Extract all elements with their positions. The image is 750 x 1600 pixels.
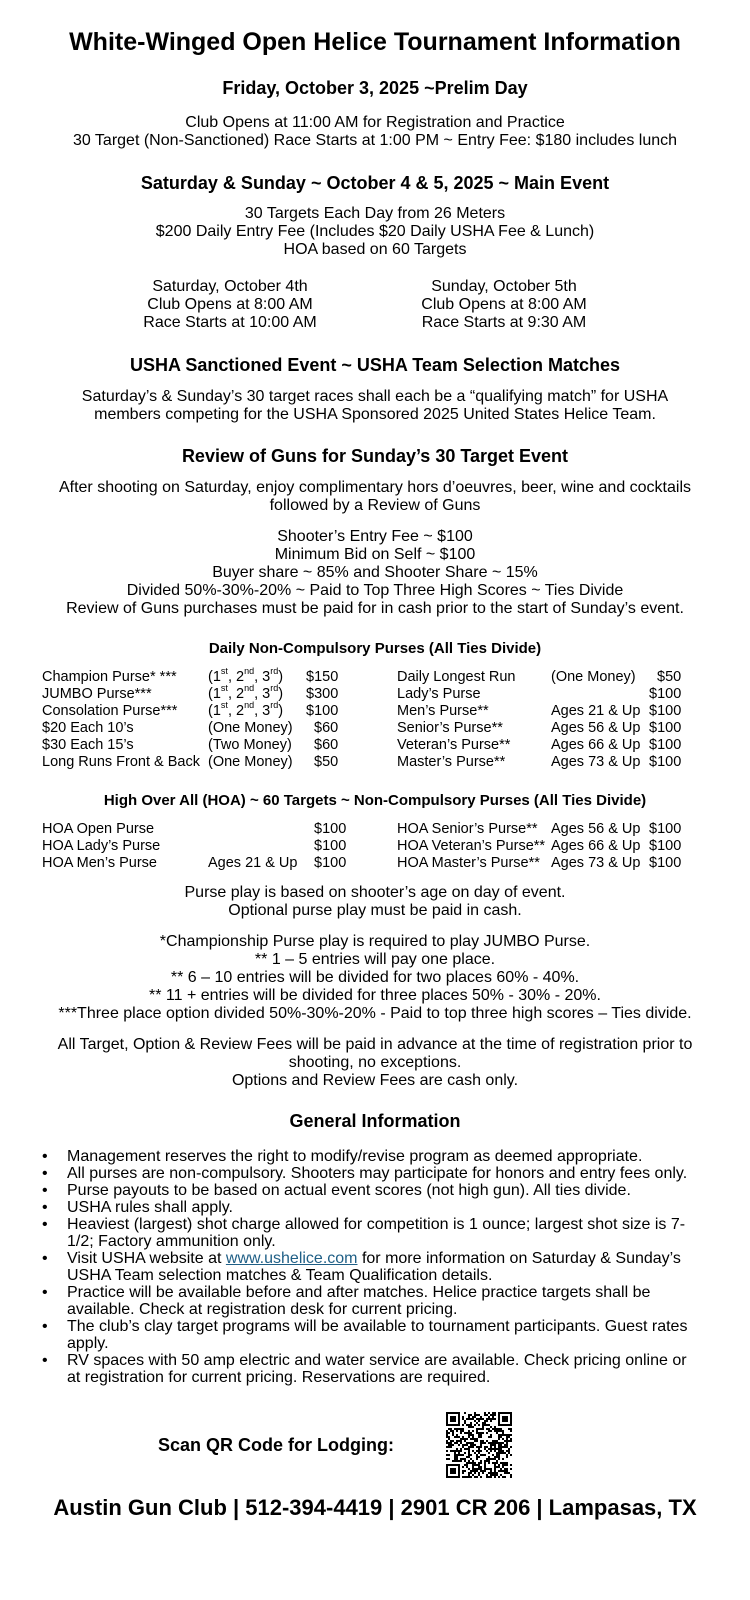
- hoa-purses-left: [42, 821, 362, 872]
- purse-amount: $60: [314, 720, 339, 736]
- purse-amount: $100: [649, 686, 682, 702]
- usha-line: Saturday’s & Sunday’s 30 target races shall each be a “qualifying match” for USHA: [81, 388, 669, 405]
- purse-note: Ages 73 & Up: [551, 855, 641, 871]
- sunday-line: Sunday, October 5th: [431, 278, 577, 295]
- ushelice-link[interactable]: www.ushelice.com: [225, 1250, 358, 1267]
- daily-purses-left: [42, 666, 362, 771]
- list-item: [42, 1284, 692, 1318]
- purse-row: [42, 821, 362, 838]
- bullet-icon: •: [42, 1284, 48, 1301]
- list-item-text: The club’s clay target programs will be available to tournament participants. Guest rates apply.: [67, 1318, 688, 1352]
- usha-line: members competing for the USHA Sponsored 2025 United States Helice Team.: [94, 406, 656, 423]
- purse-note: (One Money): [208, 754, 293, 770]
- hoa-purses-right: [397, 821, 697, 872]
- main-event-line: $200 Daily Entry Fee (Includes $20 Daily USHA Fee & Lunch): [155, 223, 595, 240]
- purse-row: [397, 669, 697, 686]
- purse-row: [397, 838, 697, 855]
- purse-note: (Two Money): [208, 737, 292, 753]
- purse-row: [397, 703, 697, 720]
- daily-purses-heading: Daily Non-Compulsory Purses (All Ties Divide): [208, 640, 542, 657]
- qr-label: Scan QR Code for Lodging:: [158, 1435, 394, 1455]
- purse-note: (One Money): [208, 720, 293, 736]
- purse-note: Ages 56 & Up: [551, 821, 641, 837]
- purse-name: $20 Each 10’s: [42, 720, 134, 736]
- fees-note-line: All Target, Option & Review Fees will be paid in advance at the time of registration prior to: [57, 1036, 693, 1053]
- list-item-text: All purses are non-compulsory. Shooters may participate for honors and entry fees only.: [67, 1165, 688, 1182]
- purse-amount: $100: [314, 855, 347, 871]
- purse-name: Senior’s Purse**: [397, 720, 503, 736]
- footnote-line: ** 11 + entries will be divided for three places 50% - 30% - 20%.: [149, 987, 601, 1004]
- website-pre-text: Visit USHA website at: [67, 1250, 226, 1267]
- main-event-line: HOA based on 60 Targets: [283, 241, 467, 258]
- purse-row: [397, 737, 697, 754]
- purse-name: JUMBO Purse***: [42, 686, 152, 702]
- purse-amount: $100: [649, 754, 682, 770]
- hoa-purses-heading: High Over All (HOA) ~ 60 Targets ~ Non-Compulsory Purses (All Ties Divide): [103, 792, 647, 809]
- list-item: [42, 1148, 692, 1165]
- purse-note: Ages 66 & Up: [551, 838, 641, 854]
- purse-amount: $100: [649, 838, 682, 854]
- purse-amount: $100: [314, 821, 347, 837]
- sunday-schedule: [404, 278, 604, 332]
- purse-name: Veteran’s Purse**: [397, 737, 511, 753]
- purse-row: [42, 700, 362, 720]
- review-heading: Review of Guns for Sunday’s 30 Target Event: [181, 446, 569, 466]
- list-item-text: Management reserves the right to modify/revise program as deemed appropriate.: [67, 1148, 643, 1165]
- purse-name: Master’s Purse**: [397, 754, 506, 770]
- sunday-line: Club Opens at 8:00 AM: [421, 296, 587, 313]
- footnote-line: *Championship Purse play is required to play JUMBO Purse.: [159, 933, 591, 950]
- main-event-line: 30 Targets Each Day from 26 Meters: [244, 205, 506, 222]
- purse-name: HOA Senior’s Purse**: [397, 821, 538, 837]
- purse-name: Champion Purse* ***: [42, 669, 177, 685]
- purse-notes: [0, 884, 750, 920]
- purse-places: (1st, 2nd, 3rd): [208, 683, 284, 702]
- purse-places: (1st, 2nd, 3rd): [208, 700, 284, 719]
- purse-row: [42, 855, 362, 872]
- bullet-icon: •: [42, 1182, 48, 1199]
- list-item: [42, 1318, 692, 1352]
- usha-details: [0, 388, 750, 424]
- saturday-line: Race Starts at 10:00 AM: [143, 314, 317, 331]
- review-line: Shooter’s Entry Fee ~ $100: [277, 528, 473, 545]
- bullet-icon: •: [42, 1165, 48, 1182]
- purse-amount: $100: [314, 838, 347, 854]
- purse-name: Lady’s Purse: [397, 686, 481, 702]
- purse-note: (One Money): [551, 669, 636, 685]
- purse-row: [42, 666, 362, 686]
- saturday-line: Saturday, October 4th: [152, 278, 308, 295]
- bullet-icon: •: [42, 1352, 48, 1369]
- footnote-line: ** 1 – 5 entries will pay one place.: [254, 951, 496, 968]
- purse-name: HOA Men’s Purse: [42, 855, 157, 871]
- purse-row: [42, 683, 362, 703]
- general-info-heading: General Information: [289, 1111, 461, 1131]
- purse-row: [42, 737, 362, 754]
- list-item: [42, 1182, 692, 1199]
- purse-row: [42, 838, 362, 855]
- bullet-icon: •: [42, 1250, 48, 1267]
- review-intro: [0, 479, 750, 515]
- review-details: [0, 528, 750, 618]
- list-item-text: Practice will be available before and after matches. Helice practice targets shall be available. Check at registration desk for current pricing.: [67, 1284, 651, 1318]
- purse-amount: $100: [649, 737, 682, 753]
- saturday-schedule: [130, 278, 330, 332]
- usha-heading: USHA Sanctioned Event ~ USHA Team Selection Matches: [130, 355, 620, 375]
- purse-amount: $100: [649, 821, 682, 837]
- list-item: [42, 1199, 692, 1216]
- review-line: Review of Guns purchases must be paid for in cash prior to the start of Sunday’s event.: [66, 600, 684, 617]
- purse-name: HOA Lady’s Purse: [42, 838, 161, 854]
- purse-name: HOA Master’s Purse**: [397, 855, 540, 871]
- qr-code-icon[interactable]: [446, 1412, 512, 1478]
- review-line: Divided 50%-30%-20% ~ Paid to Top Three High Scores ~ Ties Divide: [126, 582, 624, 599]
- list-item: [42, 1352, 692, 1386]
- purse-name: Men’s Purse**: [397, 703, 489, 719]
- purse-name: Consolation Purse***: [42, 703, 178, 719]
- list-item-text: USHA rules shall apply.: [67, 1199, 233, 1216]
- bullet-icon: •: [42, 1148, 48, 1165]
- purse-places: (1st, 2nd, 3rd): [208, 666, 284, 685]
- page-title: White-Winged Open Helice Tournament Information: [69, 28, 681, 56]
- footnote-line: ***Three place option divided 50%-30%-20% - Paid to top three high scores – Ties divide.: [58, 1005, 692, 1022]
- main-event-heading: Saturday & Sunday ~ October 4 & 5, 2025 ~ Main Event: [140, 173, 610, 193]
- prelim-line: 30 Target (Non-Sanctioned) Race Starts at 1:00 PM ~ Entry Fee: $180 includes lunch: [72, 132, 678, 149]
- purse-amount: $60: [314, 737, 339, 753]
- list-item-text: Heaviest (largest) shot charge allowed for competition is 1 ounce; largest shot size is 7-1/2; Factory ammunition only.: [67, 1216, 686, 1250]
- bullet-icon: •: [42, 1216, 48, 1233]
- list-item-text: RV spaces with 50 amp electric and water service are available. Check pricing online or at registration for current pricing. Reservations are required.: [67, 1352, 687, 1386]
- saturday-line: Club Opens at 8:00 AM: [147, 296, 313, 313]
- purse-row: [42, 754, 362, 771]
- daily-purses-right: [397, 669, 697, 771]
- purse-note: Ages 73 & Up: [551, 754, 641, 770]
- purse-amount: $100: [649, 855, 682, 871]
- purse-note-line: Purse play is based on shooter’s age on day of event.: [184, 884, 566, 901]
- review-line: Buyer share ~ 85% and Shooter Share ~ 15%: [212, 564, 538, 581]
- prelim-details: [0, 114, 750, 150]
- bullet-icon: •: [42, 1318, 48, 1335]
- purse-amount: $50: [314, 754, 339, 770]
- website-post-text: for more information on Saturday & Sunday’s USHA Team selection matches & Team Qualification details.: [67, 1250, 681, 1284]
- prelim-line: Club Opens at 11:00 AM for Registration and Practice: [185, 114, 565, 131]
- purse-name: Daily Longest Run: [397, 669, 516, 685]
- purse-row: [397, 686, 697, 703]
- footnote-line: ** 6 – 10 entries will be divided for two places 60% - 40%.: [170, 969, 580, 986]
- fees-note-line: shooting, no exceptions.: [288, 1054, 462, 1071]
- purse-amount: $100: [649, 720, 682, 736]
- purse-note-line: Optional purse play must be paid in cash.: [228, 902, 522, 919]
- fees-notes: [0, 1036, 750, 1090]
- purse-amount: $300: [306, 686, 339, 702]
- footnotes: [0, 933, 750, 1023]
- footer-contact: Austin Gun Club | 512-394-4419 | 2901 CR 206 | Lampasas, TX: [53, 1495, 697, 1520]
- list-item: [42, 1250, 692, 1284]
- list-item: [42, 1165, 692, 1182]
- purse-row: [397, 855, 697, 872]
- purse-name: HOA Veteran’s Purse**: [397, 838, 546, 854]
- purse-name: HOA Open Purse: [42, 821, 155, 837]
- general-info-list: [42, 1148, 692, 1386]
- purse-name: Long Runs Front & Back: [42, 754, 200, 770]
- purse-row: [397, 720, 697, 737]
- purse-note: Ages 66 & Up: [551, 737, 641, 753]
- prelim-heading: Friday, October 3, 2025 ~Prelim Day: [222, 78, 528, 98]
- review-intro-line: followed by a Review of Guns: [269, 497, 481, 514]
- purse-note: Ages 21 & Up: [551, 703, 641, 719]
- purse-amount: $100: [306, 703, 339, 719]
- purse-row: [42, 720, 362, 737]
- purse-amount: $100: [649, 703, 682, 719]
- list-item-text: Purse payouts to be based on actual event scores (not high gun). All ties divide.: [67, 1182, 631, 1199]
- purse-row: [397, 754, 697, 771]
- purse-amount: $150: [306, 669, 339, 685]
- sunday-line: Race Starts at 9:30 AM: [421, 314, 587, 331]
- list-item: [42, 1216, 692, 1250]
- purse-row: [397, 821, 697, 838]
- purse-amount: $50: [657, 669, 682, 685]
- purse-note: Ages 56 & Up: [551, 720, 641, 736]
- purse-name: $30 Each 15’s: [42, 737, 134, 753]
- fees-note-line: Options and Review Fees are cash only.: [231, 1072, 519, 1089]
- main-event-details: [0, 205, 750, 259]
- purse-note: Ages 21 & Up: [208, 855, 298, 871]
- review-line: Minimum Bid on Self ~ $100: [274, 546, 476, 563]
- review-intro-line: After shooting on Saturday, enjoy complimentary hors d’oeuvres, beer, wine and cocktails: [58, 479, 692, 496]
- bullet-icon: •: [42, 1199, 48, 1216]
